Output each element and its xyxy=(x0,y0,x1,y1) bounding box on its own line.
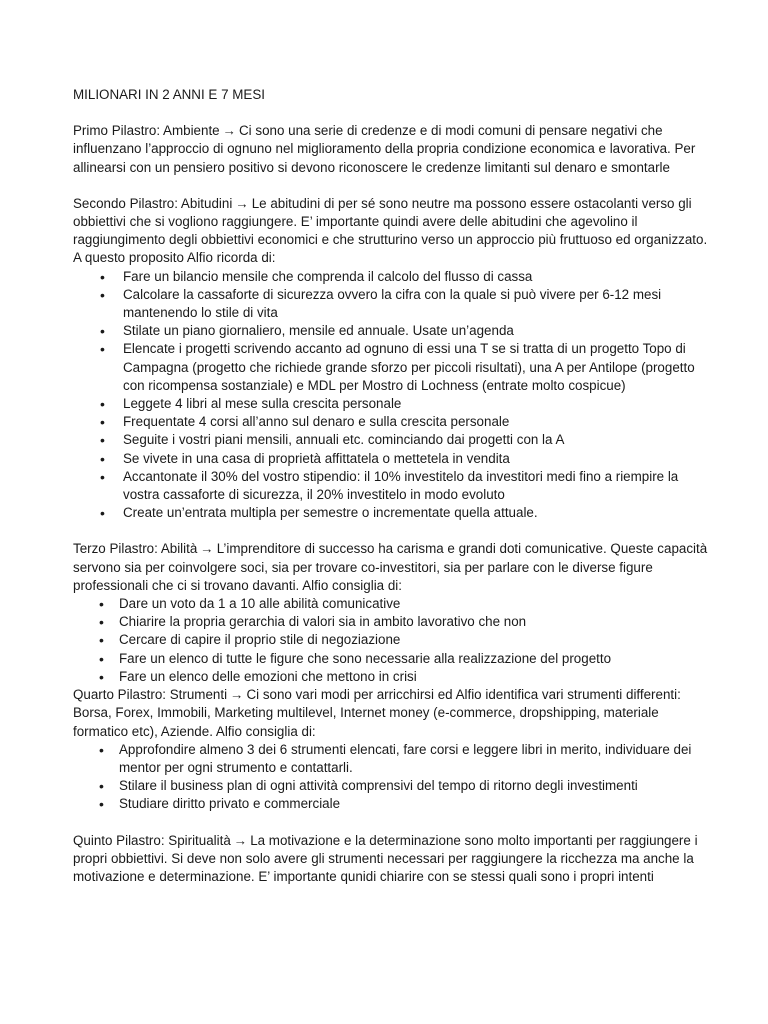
list-item: • Accantonate il 30% del vostro stipendio: il 10% investitelo da investitori medi fino a riempire la vostra cassaforte di sicurezza, il 20% investitelo in modo evoluto xyxy=(73,468,708,504)
list-item: • Seguite i vostri piani mensili, annuali etc. cominciando dai progetti con la A xyxy=(73,431,708,449)
section-paragraph xyxy=(73,195,708,268)
section-heading: Quarto Pilastro: Strumenti xyxy=(73,687,228,703)
section-paragraph xyxy=(73,122,708,177)
bullet-list xyxy=(73,268,708,523)
list-item: • Chiarire la propria gerarchia di valori sia in ambito lavorativo che non xyxy=(73,613,708,631)
section-primo-pilastro xyxy=(73,122,708,177)
document-title: MILIONARI IN 2 ANNI E 7 MESI xyxy=(73,87,265,102)
list-item: • Frequentate 4 corsi all’anno sul denaro e sulla crescita personale xyxy=(73,413,708,431)
list-item: • Elencate i progetti scrivendo accanto ad ognuno di essi una T se si tratta di un progetto Topo di Campagna (progetto che richiede grande sforzo per piccoli risultati), una A per Antilope (progetto con ricompensa sostanziale) e MDL per Mostro di Lochness (entrate molto cospicue) xyxy=(73,340,708,395)
list-item: • Se vivete in una casa di proprietà affittatela o mettetela in vendita xyxy=(73,450,708,468)
list-item: • Stilate un piano giornaliero, mensile ed annuale. Usate un’agenda xyxy=(73,322,708,340)
section-terzo-pilastro xyxy=(73,540,708,686)
section-paragraph xyxy=(73,832,708,887)
list-item: • Fare un elenco delle emozioni che mettono in crisi xyxy=(73,668,708,686)
list-item: • Leggete 4 libri al mese sulla crescita personale xyxy=(73,395,708,413)
list-item: • Stilare il business plan di ogni attività comprensivi del tempo di ritorno degli investimenti xyxy=(73,777,708,795)
section-heading: Quinto Pilastro: Spiritualità xyxy=(73,832,231,848)
arrow-right-icon: → xyxy=(222,123,237,139)
section-text: La motivazione e la determinazione sono molto importanti per raggiungere i propri obbiettivi. Si deve non solo avere gli strumenti necessari per raggiungere la ricchezza ma anche la motivazione e determinazione. E’ importante qunidi chiarire con se stessi quali sono i propri intenti xyxy=(73,832,698,884)
arrow-right-icon: → xyxy=(200,541,214,557)
section-paragraph xyxy=(73,540,708,595)
bullet-list xyxy=(73,741,708,814)
list-item: • Create un’entrata multipla per semestre o incrementate quella attuale. xyxy=(73,504,708,522)
list-item: • Cercare di capire il proprio stile di negoziazione xyxy=(73,631,708,649)
section-quinto-pilastro xyxy=(73,832,708,887)
section-text: Ci sono vari modi per arricchirsi ed Alfio identifica vari strumenti differenti: Borsa, Forex, Immobili, Marketing multilevel, Internet money (e-commerce, dropshipping, materiale formatico etc), Aziende. Alfio consiglia di: xyxy=(73,687,681,739)
section-secondo-pilastro xyxy=(73,195,708,523)
arrow-right-icon: → xyxy=(230,687,244,703)
list-item: • Approfondire almeno 3 dei 6 strumenti elencati, fare corsi e leggere libri in merito, individuare dei mentor per ogni strumento e contattarli. xyxy=(73,741,708,777)
section-text: L’imprenditore di successo ha carisma e grandi doti comunicative. Queste capacità servono sia per coinvolgere soci, sia per trovare co-investitori, sia per parlare con le diverse figure professionali che ci si trovano davanti. Alfio consiglia di: xyxy=(73,541,708,593)
section-text: Ci sono una serie di credenze e di modi comuni di pensare negativi che influenzano l’approccio di ognuno nel miglioramento della propria condizione economica e lavorativa. Per allinearsi con un pensiero positivo si devono riconoscere le credenze limitanti sul denaro e smontarle xyxy=(73,123,696,175)
list-item: • Fare un bilancio mensile che comprenda il calcolo del flusso di cassa xyxy=(73,268,708,286)
section-heading: Terzo Pilastro: Abilità xyxy=(73,541,198,557)
arrow-right-icon: → xyxy=(233,832,248,848)
bullet-list xyxy=(73,595,708,686)
list-item: • Fare un elenco di tutte le figure che sono necessarie alla realizzazione del progetto xyxy=(73,650,708,668)
arrow-right-icon: → xyxy=(235,195,249,211)
section-paragraph xyxy=(73,686,708,741)
section-text: Le abitudini di per sé sono neutre ma possono essere ostacolanti verso gli obbiettivi che si vogliono raggiungere. E’ importante quindi avere delle abitudini che agevolino il raggiungimento degli obbiettivi economici e che strutturino verso un approccio più fruttuoso ed organizzato. A questo proposito Alfio ricorda di: xyxy=(73,195,708,266)
list-item: • Calcolare la cassaforte di sicurezza ovvero la cifra con la quale si può vivere per 6-12 mesi mantenendo lo stile di vita xyxy=(73,286,708,322)
section-heading: Secondo Pilastro: Abitudini xyxy=(73,195,233,211)
section-heading: Primo Pilastro: Ambiente xyxy=(73,123,220,139)
section-quarto-pilastro xyxy=(73,686,708,813)
list-item: • Studiare diritto privato e commerciale xyxy=(73,795,708,813)
list-item: • Dare un voto da 1 a 10 alle abilità comunicative xyxy=(73,595,708,613)
